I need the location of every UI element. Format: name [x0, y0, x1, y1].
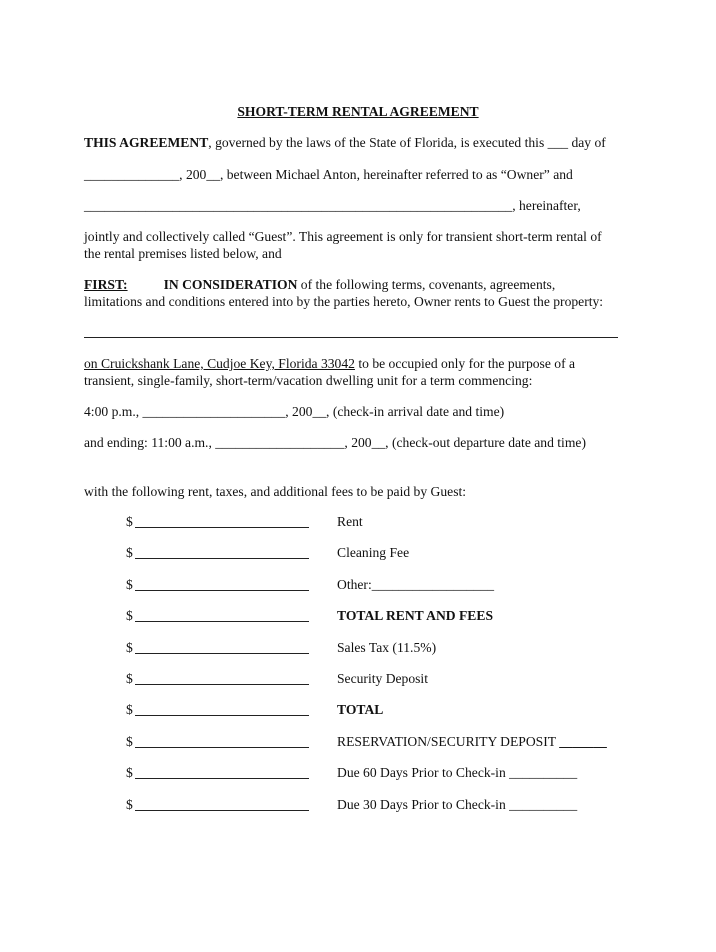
fee-label: Due 30 Days Prior to Check-in __________	[337, 797, 578, 812]
dollar-sign: $	[126, 514, 133, 529]
dollar-sign: $	[126, 734, 133, 749]
dollar-sign: $	[126, 577, 133, 592]
consideration-heading: IN CONSIDERATION	[163, 277, 298, 292]
amount-blank[interactable]	[135, 684, 309, 685]
dollar-sign: $	[126, 765, 133, 780]
fee-row	[126, 733, 646, 750]
checkout-line: and ending: 11:00 a.m., ___________________, 200__, (check-out departure date and time)	[84, 435, 586, 450]
guest-name-blank[interactable]: _______________________________________________________________	[84, 198, 513, 213]
amount-blank[interactable]	[135, 558, 309, 559]
dollar-sign: $	[126, 640, 133, 655]
fee-row	[126, 576, 646, 593]
amount-blank[interactable]	[135, 747, 309, 748]
property-line-1	[84, 355, 575, 372]
dollar-sign: $	[126, 702, 133, 717]
fee-label: Cleaning Fee	[337, 545, 410, 560]
property-line-2: transient, single-family, short-term/vacation dwelling unit for a term commencing:	[84, 373, 533, 388]
property-line-1-text: to be occupied only for the purpose of a	[354, 356, 576, 371]
property-blank-line[interactable]	[84, 337, 618, 338]
fee-row	[126, 544, 646, 561]
dollar-sign: $	[126, 608, 133, 623]
fee-label: TOTAL RENT AND FEES	[337, 608, 494, 623]
deposit-blank[interactable]: _______	[559, 734, 607, 749]
checkin-line: 4:00 p.m., _____________________, 200__, (check-in arrival date and time)	[84, 404, 505, 419]
first-line-1	[84, 276, 555, 293]
amount-blank[interactable]	[135, 527, 309, 528]
intro-line-2: ______________, 200__, between Michael Anton, hereinafter referred to as “Owner” and	[84, 167, 573, 182]
fee-label: RESERVATION/SECURITY DEPOSIT _______	[337, 734, 607, 749]
fee-row	[126, 639, 646, 656]
fee-label: TOTAL	[337, 702, 384, 717]
intro-line-1-text: , governed by the laws of the State of Florida, is executed this ___ day of	[208, 135, 606, 150]
amount-blank[interactable]	[135, 810, 309, 811]
intro-line-1	[84, 134, 606, 151]
fee-row	[126, 764, 646, 781]
fee-label: Due 60 Days Prior to Check-in __________	[337, 765, 578, 780]
amount-blank[interactable]	[135, 715, 309, 716]
fee-label: Security Deposit	[337, 671, 428, 686]
amount-blank[interactable]	[135, 778, 309, 779]
dollar-sign: $	[126, 797, 133, 812]
dollar-sign: $	[126, 545, 133, 560]
intro-line-4: jointly and collectively called “Guest”. This agreement is only for transient short-term rental of	[84, 229, 602, 244]
fee-row	[126, 701, 646, 718]
first-label: FIRST:	[84, 277, 128, 292]
amount-blank[interactable]	[135, 621, 309, 622]
first-line-1-text: of the following terms, covenants, agreements,	[297, 277, 556, 292]
intro-line-5: the rental premises listed below, and	[84, 246, 282, 261]
fee-row	[126, 796, 646, 813]
document-title: SHORT-TERM RENTAL AGREEMENT	[237, 104, 479, 119]
dollar-sign: $	[126, 671, 133, 686]
intro-line-3	[84, 197, 581, 214]
fee-row	[126, 670, 646, 687]
fee-row	[126, 607, 646, 624]
fee-row	[126, 513, 646, 530]
fee-label: Other:__________________	[337, 577, 495, 592]
fee-label: Sales Tax (11.5%)	[337, 640, 437, 655]
intro-line-3-text: , hereinafter,	[512, 198, 581, 213]
amount-blank[interactable]	[135, 590, 309, 591]
first-line-2: limitations and conditions entered into by the parties hereto, Owner rents to Guest the property:	[84, 294, 604, 309]
property-address: on Cruickshank Lane, Cudjoe Key, Florida 33042	[84, 356, 355, 371]
agreement-heading: THIS AGREEMENT	[84, 135, 209, 150]
fees-intro: with the following rent, taxes, and additional fees to be paid by Guest:	[84, 484, 467, 499]
amount-blank[interactable]	[135, 653, 309, 654]
fee-label: Rent	[337, 514, 363, 529]
